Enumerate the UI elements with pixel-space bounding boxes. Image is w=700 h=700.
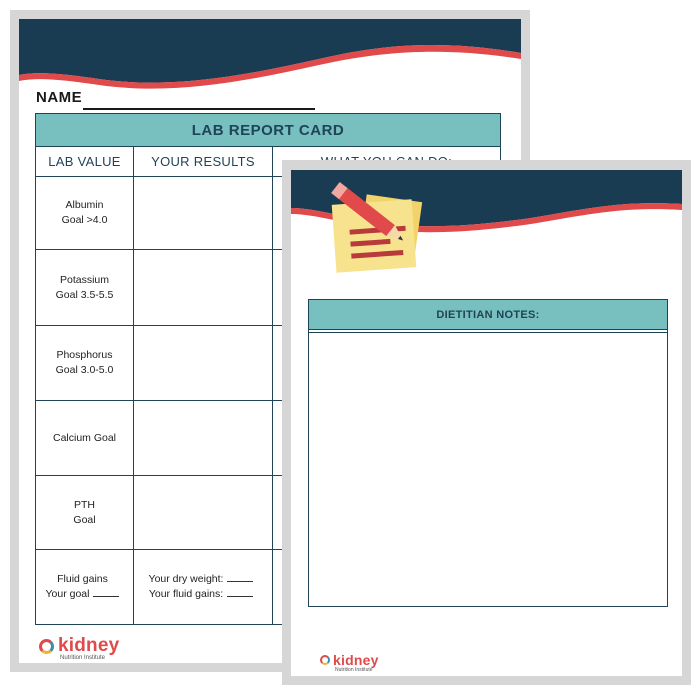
logo-text — [333, 653, 379, 673]
lab-goal: Goal >4.0 — [61, 214, 108, 226]
header-lab-value: LAB VALUE — [36, 147, 134, 176]
fluid-gains-result-label: Your fluid gains: — [148, 588, 224, 600]
header-wave — [19, 19, 521, 99]
result-input-cell[interactable] — [134, 250, 273, 325]
kidney-logo — [39, 636, 119, 662]
fluid-gains-label: Fluid gains — [57, 573, 108, 585]
result-input-cell[interactable] — [134, 401, 273, 475]
dry-weight-blank[interactable] — [227, 581, 253, 582]
header-your-results: YOUR RESULTS — [134, 147, 273, 176]
lab-table-title: LAB REPORT CARD — [36, 114, 500, 147]
result-input-cell[interactable] — [134, 177, 273, 249]
dietitian-notes-sheet — [282, 160, 691, 685]
fluid-gains-line — [149, 587, 257, 602]
result-input-cell[interactable] — [134, 476, 273, 549]
kidney-logo — [320, 653, 379, 673]
fluid-label-cell — [36, 550, 134, 624]
lab-name: Potassium — [59, 273, 110, 286]
lab-value-cell — [36, 476, 134, 549]
notes-title: DIETITIAN NOTES: — [309, 300, 667, 330]
lab-value-cell — [36, 326, 134, 400]
lab-name: PTH — [74, 498, 95, 511]
logo-word: kidney — [58, 635, 120, 656]
logo-subtitle: Nutrition Institute — [335, 667, 373, 673]
dietitian-notes-box[interactable] — [308, 299, 668, 607]
dry-weight-line — [149, 572, 258, 587]
fluid-results-cell — [134, 550, 273, 624]
lab-goal: Goal 3.5-5.5 — [55, 288, 114, 301]
name-field-line[interactable] — [83, 108, 315, 110]
logo-text — [58, 636, 119, 662]
logo-ring-icon — [320, 655, 330, 665]
name-label: NAME — [36, 89, 83, 106]
sticky-note-icon — [320, 178, 430, 278]
fluid-goal-label: Your goal — [45, 588, 90, 600]
logo-word: kidney — [333, 652, 379, 668]
dietitian-notes-page — [291, 170, 682, 676]
lab-name: Phosphorus — [56, 349, 113, 361]
lab-value-cell — [36, 177, 134, 249]
lab-goal: Goal 3.0-5.0 — [55, 364, 114, 376]
lab-name: Albumin — [65, 199, 104, 211]
lab-goal: Goal — [73, 513, 96, 526]
lab-value-cell — [36, 250, 134, 325]
notes-divider — [309, 330, 667, 333]
logo-ring-icon — [39, 639, 54, 654]
fluid-gains-blank[interactable] — [227, 596, 253, 597]
lab-value-cell — [36, 401, 134, 475]
logo-subtitle: Nutrition Institute — [60, 655, 106, 661]
lab-name: Calcium Goal — [52, 431, 117, 444]
dry-weight-label: Your dry weight: — [148, 573, 224, 585]
fluid-goal-blank[interactable] — [93, 596, 119, 597]
result-input-cell[interactable] — [134, 326, 273, 400]
fluid-goal-line — [46, 587, 124, 602]
